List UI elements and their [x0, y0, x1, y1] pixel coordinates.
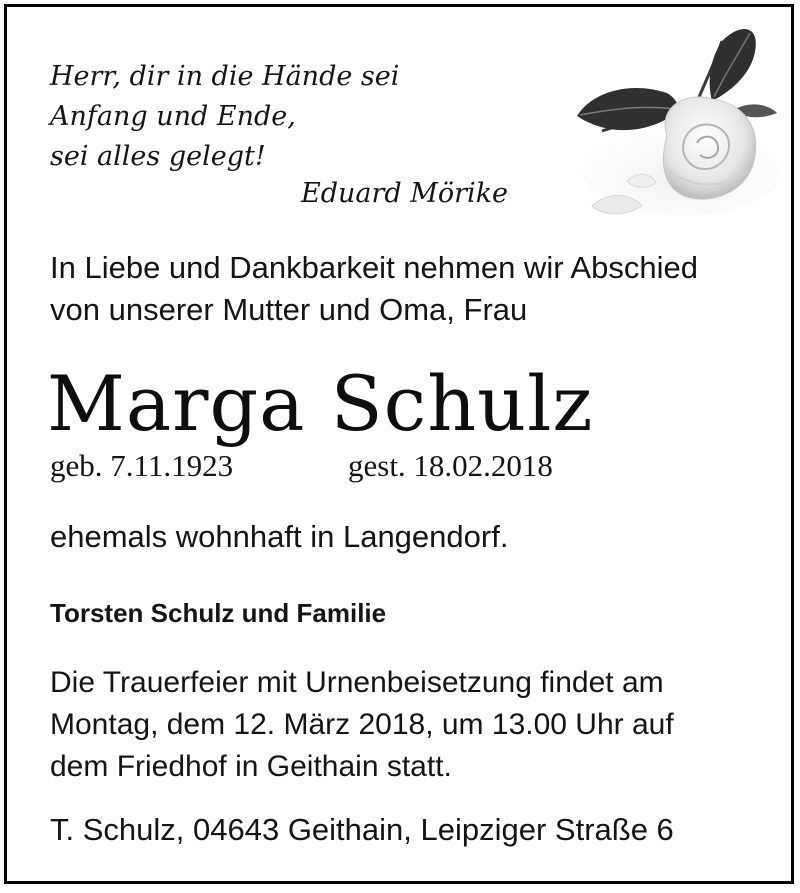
quote-line-3: sei alles gelegt!	[50, 141, 266, 172]
quote-author: Eduard Mörike	[301, 178, 509, 209]
white-rose-icon	[572, 21, 782, 221]
birth-date: geb. 7.11.1923	[50, 448, 234, 483]
intro-line-2: von unserer Mutter und Oma, Frau	[50, 292, 528, 327]
ceremony-line-1: Die Trauerfeier mit Urnenbeisetzung findet am	[50, 666, 664, 699]
quote	[50, 57, 399, 177]
ceremony-line-3: dem Friedhof in Geithain statt.	[50, 750, 452, 783]
ceremony-line-2: Montag, dem 12. März 2018, um 13.00 Uhr auf	[50, 708, 674, 741]
life-dates	[50, 448, 553, 484]
intro-text	[50, 247, 698, 331]
ceremony-text	[50, 662, 674, 788]
mourners-name: Torsten Schulz und Familie	[50, 598, 387, 628]
death-date: gest. 18.02.2018	[348, 448, 553, 483]
contact-address: T. Schulz, 04643 Geithain, Leipziger Straße 6	[50, 812, 674, 847]
deceased-name: Marga Schulz	[47, 359, 594, 448]
obituary-notice	[4, 4, 794, 884]
intro-line-1: In Liebe und Dankbarkeit nehmen wir Abschied	[50, 250, 698, 285]
residence-text: ehemals wohnhaft in Langendorf.	[50, 519, 509, 554]
quote-line-1: Herr, dir in die Hände sei	[50, 61, 400, 92]
quote-line-2: Anfang und Ende,	[50, 101, 296, 132]
